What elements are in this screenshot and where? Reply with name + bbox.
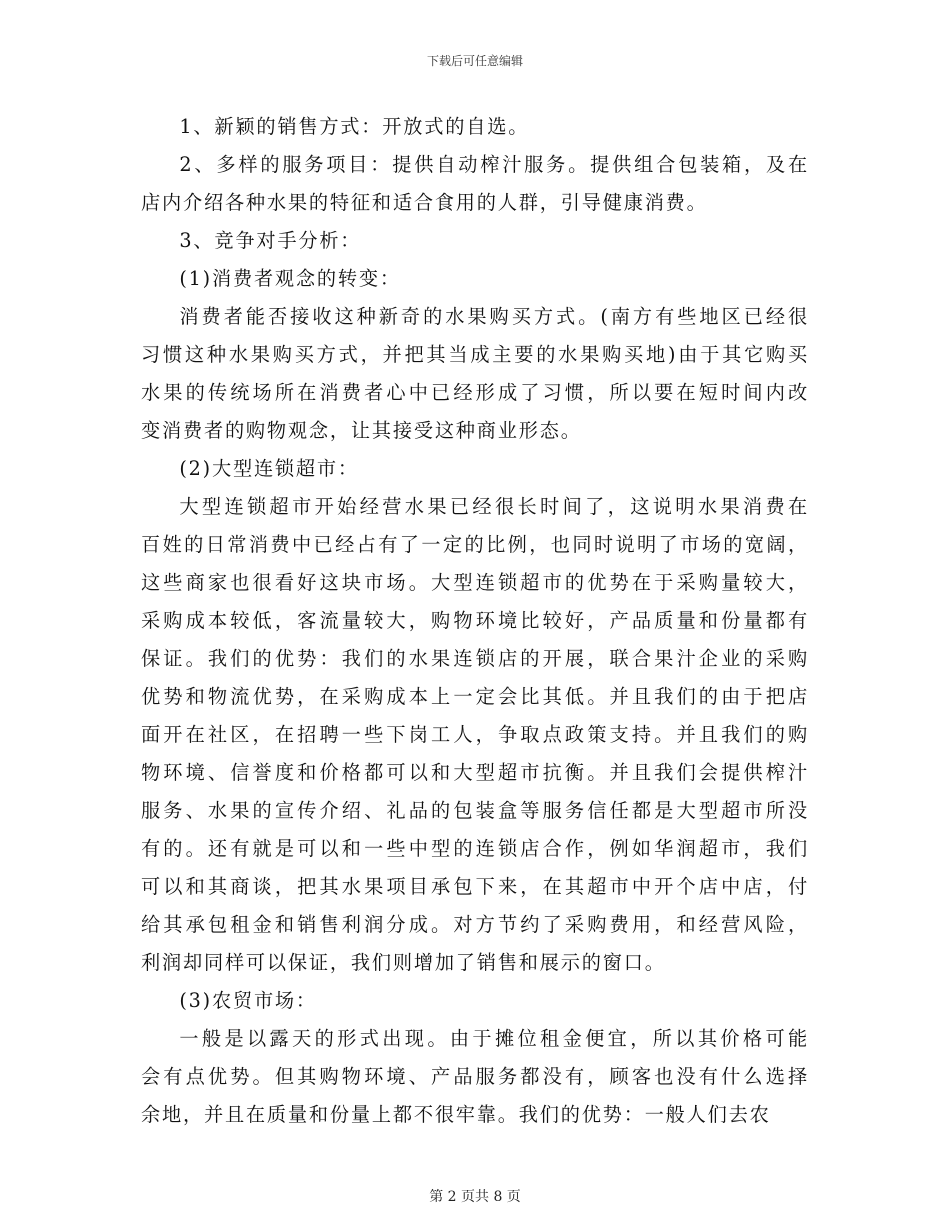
paragraph-line: 变消费者的购物观念，让其接受这种商业形态。: [141, 419, 582, 442]
paragraph-line: 水果的传统场所在消费者心中已经形成了习惯，所以要在短时间内改: [141, 381, 809, 404]
paragraph-line: 习惯这种水果购买方式，并把其当成主要的水果购买地)由于其它购买: [141, 343, 809, 366]
paragraph-line: 面开在社区，在招聘一些下岗工人，争取点政策支持。并且我们的购: [141, 723, 809, 746]
paragraph-line: 这些商家也很看好这块市场。大型连锁超市的优势在于采购量较大，: [141, 571, 809, 594]
paragraph-line: 利润却同样可以保证，我们则增加了销售和展示的窗口。: [141, 951, 666, 974]
paragraph-line: 2、多样的服务项目：提供自动榨汁服务。提供组合包装箱，及在: [179, 153, 809, 176]
page-footer: 第 2 页共 8 页: [429, 1189, 521, 1205]
paragraph-line: 优势和物流优势，在采购成本上一定会比其低。并且我们的由于把店: [141, 685, 809, 708]
paragraph-p4: [141, 260, 809, 298]
paragraph-line: 百姓的日常消费中已经占有了一定的比例，也同时说明了市场的宽阔，: [141, 533, 809, 556]
paragraph-line: 一般是以露天的形式出现。由于摊位租金便宜，所以其价格可能: [179, 1027, 809, 1050]
paragraph-p8: [141, 982, 809, 1020]
paragraph-line: 余地，并且在质量和份量上都不很牢靠。我们的优势：一般人们去农: [141, 1103, 771, 1126]
paragraph-line: 给其承包租金和销售利润分成。对方节约了采购费用，和经营风险，: [141, 913, 809, 936]
paragraph-line: (2)大型连锁超市：: [179, 457, 359, 480]
paragraph-p5: [141, 298, 809, 450]
paragraph-p2: [141, 146, 809, 222]
paragraph-p1: [141, 108, 809, 146]
paragraph-line: (3)农贸市场：: [179, 989, 317, 1012]
paragraph-p6: [141, 450, 809, 488]
paragraph-p9: [141, 1020, 809, 1134]
paragraph-line: 有的。还有就是可以和一些中型的连锁店合作，例如华润超市，我们: [141, 837, 809, 860]
paragraph-line: 可以和其商谈，把其水果项目承包下来，在其超市中开个店中店，付: [141, 875, 809, 898]
paragraph-line: 1、新颖的销售方式：开放式的自选。: [179, 115, 530, 138]
paragraph-line: 保证。我们的优势：我们的水果连锁店的开展，联合果汁企业的采购: [141, 647, 809, 670]
document-body: [141, 108, 809, 1134]
paragraph-line: 大型连锁超市开始经营水果已经很长时间了，这说明水果消费在: [179, 495, 809, 518]
paragraph-line: 店内介绍各种水果的特征和适合食用的人群，引导健康消费。: [141, 191, 708, 214]
page-header: 下载后可任意编辑: [426, 54, 523, 68]
paragraph-p7: [141, 488, 809, 982]
paragraph-line: 3、竞争对手分析：: [179, 229, 362, 252]
paragraph-p3: [141, 222, 809, 260]
paragraph-line: 消费者能否接收这种新奇的水果购买方式。(南方有些地区已经很: [179, 305, 809, 328]
paragraph-line: 会有点优势。但其购物环境、产品服务都没有，顾客也没有什么选择: [141, 1065, 809, 1088]
paragraph-line: 服务、水果的宣传介绍、礼品的包装盒等服务信任都是大型超市所没: [141, 799, 809, 822]
paragraph-line: 采购成本较低，客流量较大，购物环境比较好，产品质量和份量都有: [141, 609, 809, 632]
paragraph-line: (1)消费者观念的转变：: [179, 267, 401, 290]
paragraph-line: 物环境、信誉度和价格都可以和大型超市抗衡。并且我们会提供榨汁: [141, 761, 809, 784]
